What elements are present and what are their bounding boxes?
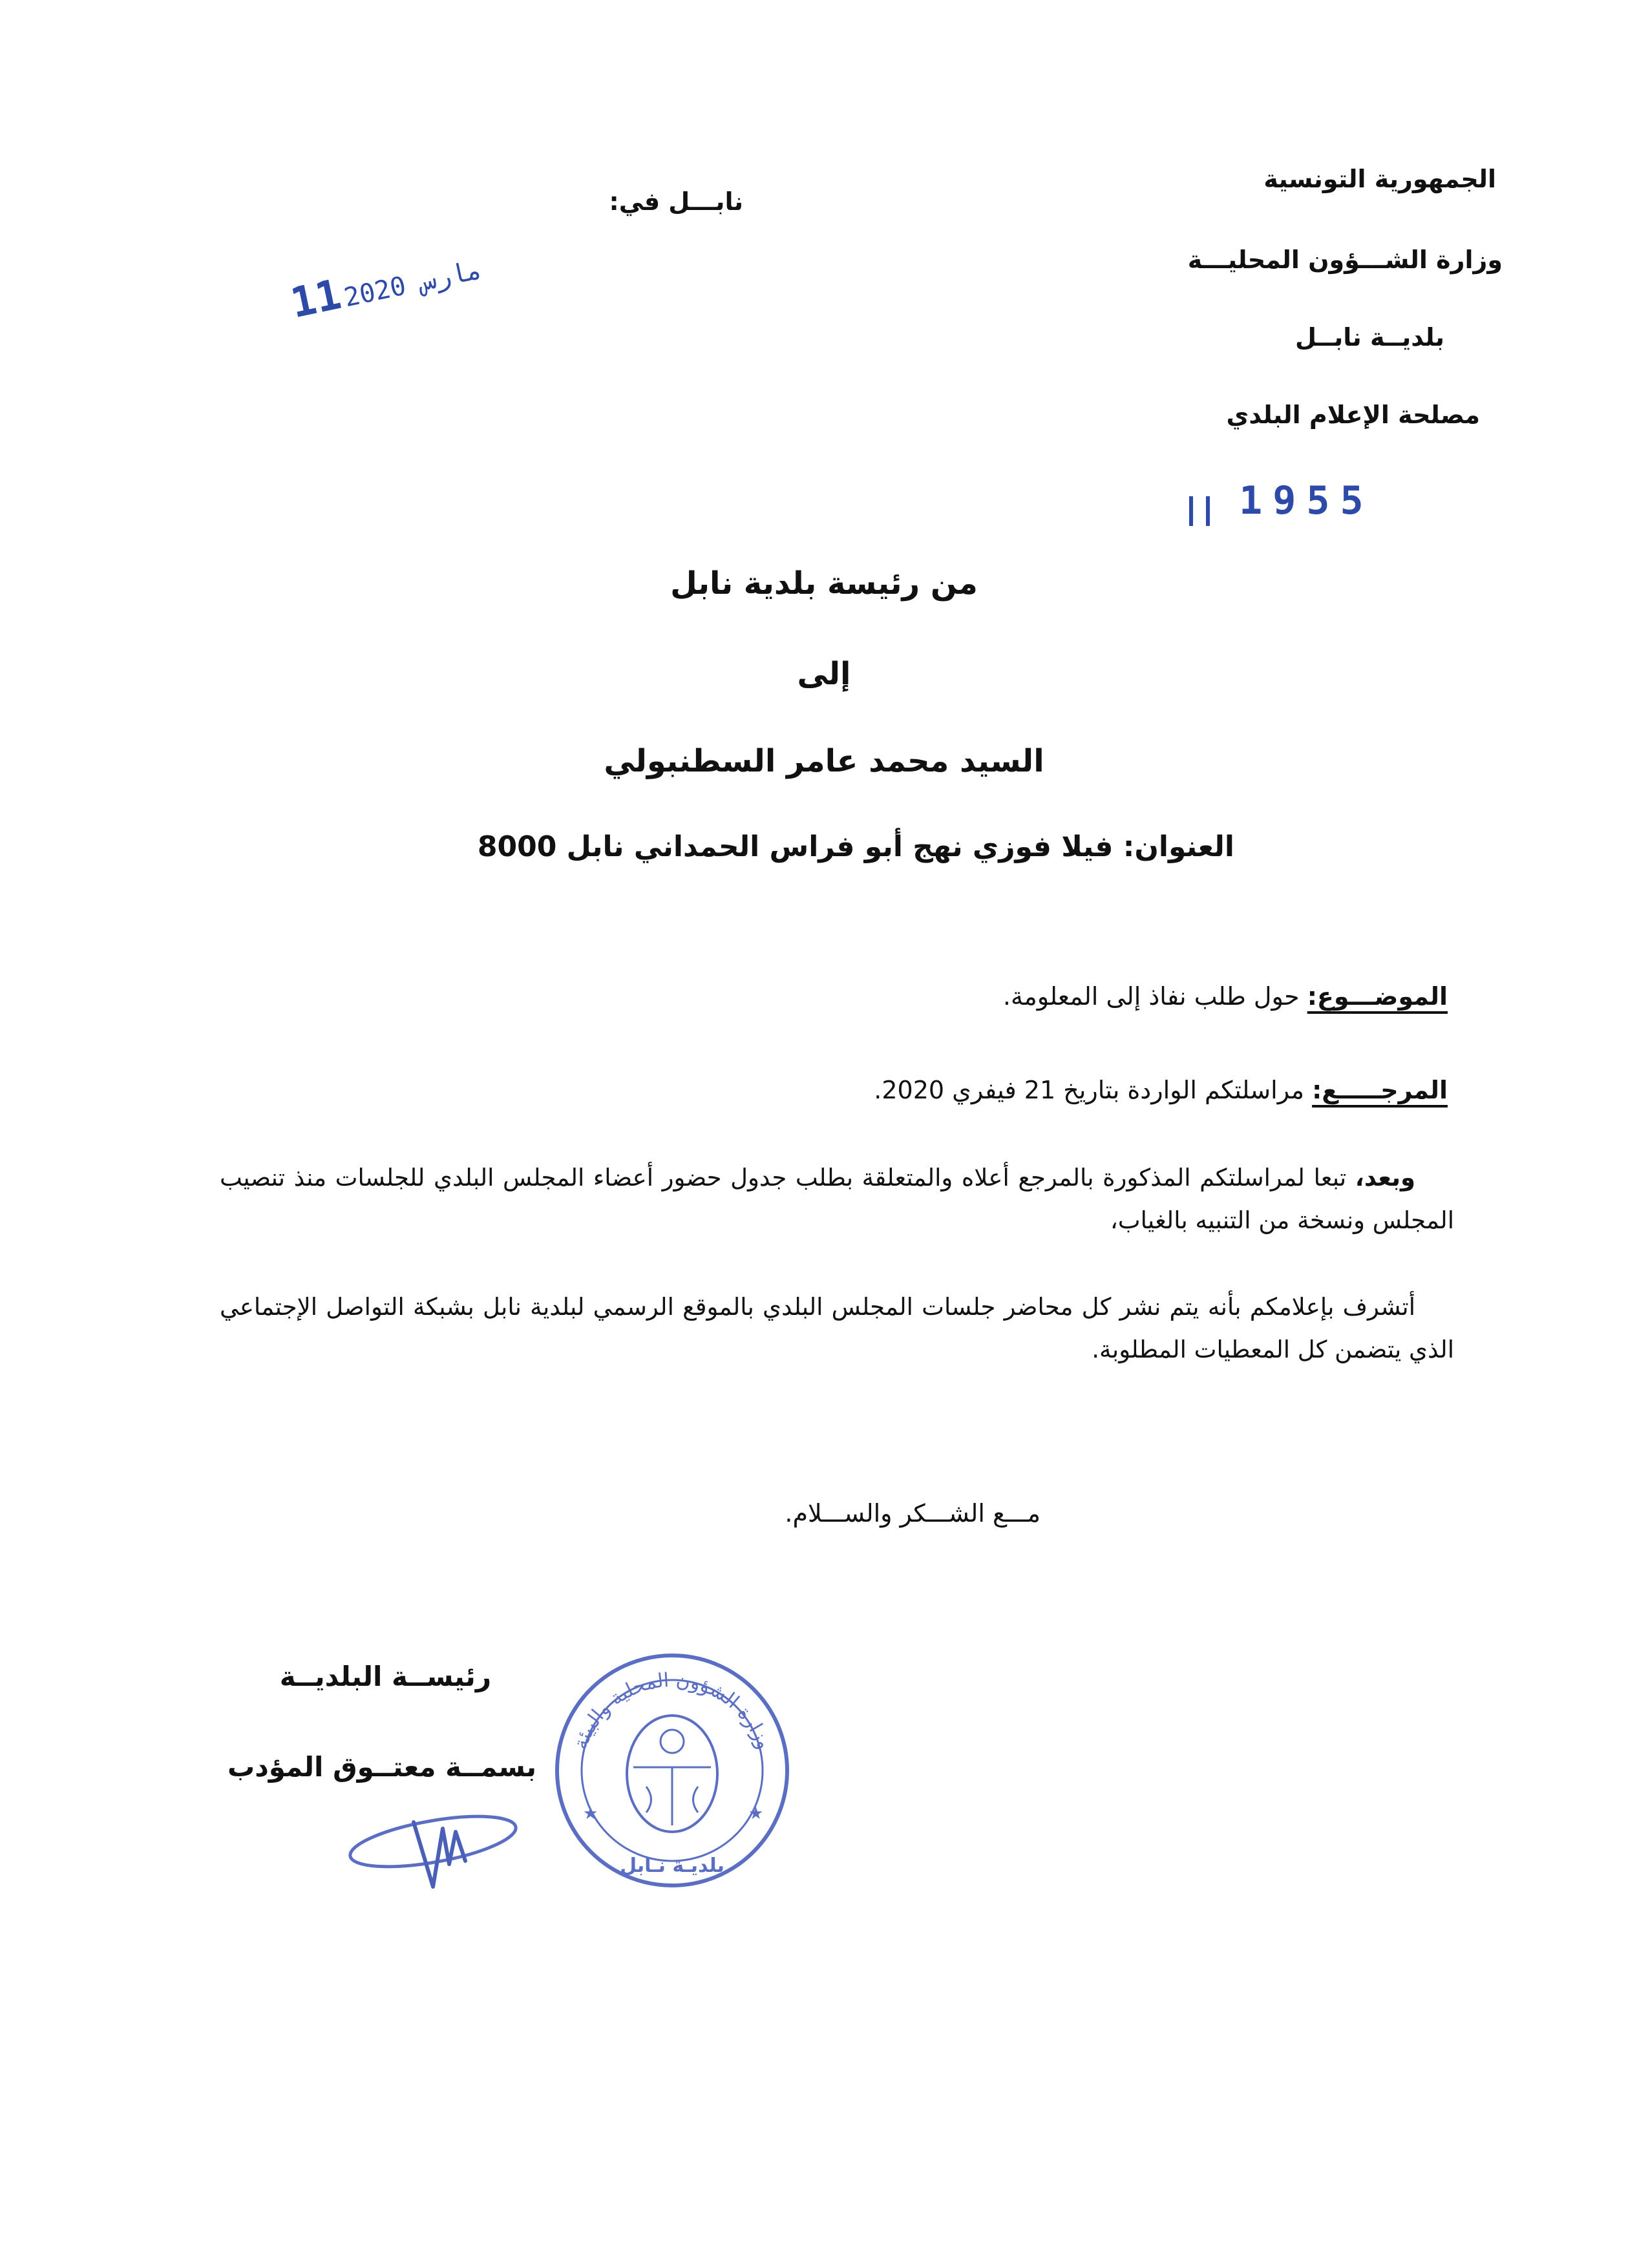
date-stamp	[271, 241, 485, 331]
subject-text: حول طلب نفاذ إلى المعلومة.	[1002, 982, 1307, 1011]
reference-number-stamp	[1189, 478, 1374, 526]
place-date-label: نابـــل في:	[609, 187, 743, 216]
signature-name: بسمــة معتــوق المؤدب	[227, 1751, 536, 1783]
body-paragraph-1	[220, 1157, 1454, 1242]
date-stamp-month-year: مارس 2020	[341, 255, 485, 313]
seal-star-icon: ★	[583, 1804, 598, 1823]
paragraph-1-text: تبعا لمراسلتكم المذكورة بالمرجع أعلاه والمتعلقة بطلب جدول حضور أعضاء المجلس البلدي للجلسات منذ تنصيب المجلس ونسخة من التنبيه بالغياب،	[220, 1164, 1454, 1234]
date-stamp-day: 11	[286, 270, 346, 328]
recipient-name: السيد محمد عامر السطنبولي	[604, 743, 1044, 779]
reference-line	[874, 1076, 1448, 1104]
subject-label: الموضـــوع:	[1307, 982, 1448, 1011]
header-municipality: بلديــة نابــل	[1295, 323, 1444, 352]
header-service: مصلحة الإعلام البلدي	[1226, 401, 1480, 429]
header-ministry: وزارة الشـــؤون المحليـــة	[1187, 246, 1503, 274]
closing-line: مـــع الشـــكر والســـلام.	[785, 1499, 1041, 1528]
header-republic: الجمهورية التونسية	[1263, 165, 1496, 193]
recipient-address: العنوان: فيلا فوزي نهج أبو فراس الحمداني نابل 8000	[477, 830, 1234, 863]
from-line: من رئيسة بلدية نابل	[670, 565, 978, 602]
reference-number: 1955	[1239, 478, 1374, 523]
handwritten-signature	[336, 1803, 530, 1893]
body-paragraph-2: أتشرف بإعلامكم بأنه يتم نشر كل محاضر جلسات المجلس البلدي بالموقع الرسمي لبلدية نابل بشبكة التواصل الإجتماعي الذي يتضمن كل المعطيات المطلوبة.	[220, 1293, 1454, 1363]
seal-bottom-text: بلديـة نـابل	[620, 1854, 724, 1877]
stamp-mark-icon	[1189, 496, 1210, 526]
seal-outer-text: وزارة الشؤون المحلية والبيئة	[569, 1668, 776, 1752]
signature-title: رئيســة البلديــة	[279, 1661, 491, 1692]
reference-label: المرجـــــع:	[1312, 1076, 1448, 1104]
reference-text: مراسلتكم الواردة بتاريخ 21 فيفري 2020.	[874, 1076, 1313, 1104]
to-word: إلى	[797, 656, 851, 692]
paragraph-lead: وبعد،	[1355, 1164, 1415, 1192]
seal-star-icon: ★	[748, 1804, 764, 1823]
subject-line	[1003, 982, 1448, 1011]
emblem-icon	[627, 1716, 717, 1832]
